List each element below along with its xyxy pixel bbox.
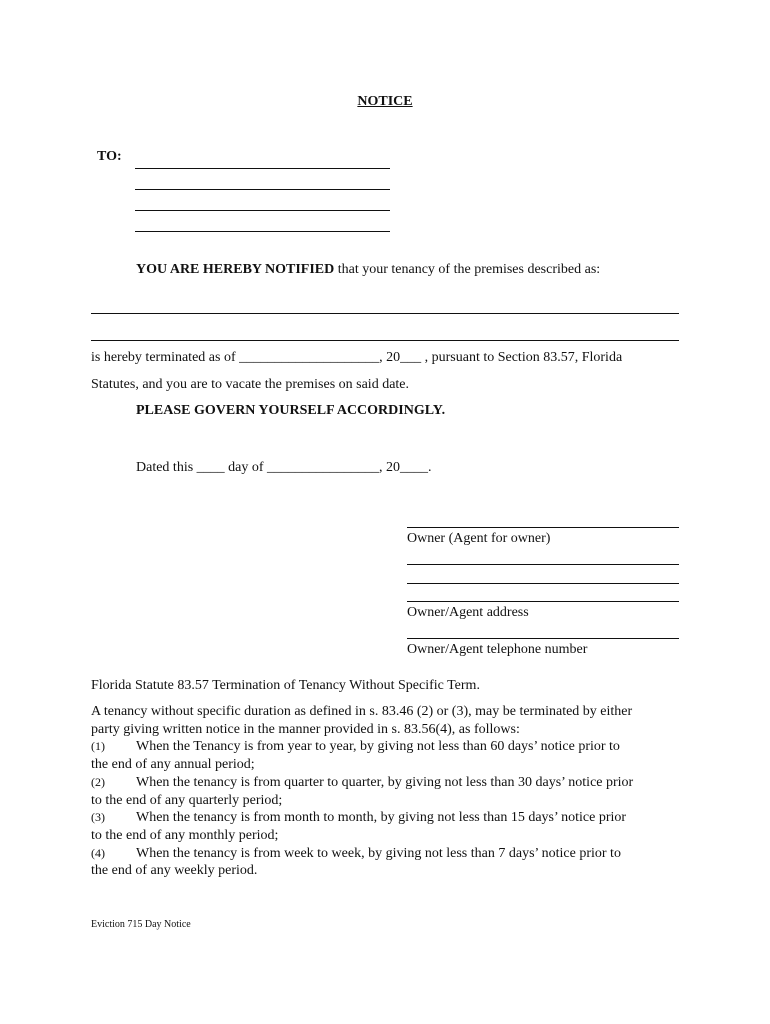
item-number: (1) bbox=[91, 739, 105, 754]
address-line-2 bbox=[407, 583, 679, 584]
statutes-line: Statutes, and you are to vacate the premises on said date. bbox=[91, 377, 410, 392]
premises-line-1 bbox=[91, 313, 679, 314]
statute-intro-1: A tenancy without specific duration as defined in s. 83.46 (2) or (3), may be terminated by either bbox=[91, 704, 633, 719]
phone-line bbox=[407, 638, 679, 639]
item-text: When the tenancy is from quarter to quarter, by giving not less than 30 days’ notice prior bbox=[136, 774, 634, 790]
address-line-1 bbox=[407, 564, 679, 565]
statute-item-2 bbox=[91, 774, 633, 792]
address-label: Owner/Agent address bbox=[407, 605, 529, 620]
item-number: (3) bbox=[91, 810, 105, 825]
item-text: When the Tenancy is from year to year, by giving not less than 60 days’ notice prior to bbox=[136, 739, 620, 755]
statute-text bbox=[91, 703, 633, 880]
to-line-4 bbox=[135, 231, 390, 232]
address-line-3 bbox=[407, 601, 679, 602]
owner-signature-line bbox=[407, 527, 679, 528]
statute-item-4-cont: the end of any weekly period. bbox=[91, 863, 258, 879]
govern-line: PLEASE GOVERN YOURSELF ACCORDINGLY. bbox=[136, 403, 446, 418]
notified-sentence bbox=[136, 262, 600, 278]
to-line-1 bbox=[135, 168, 390, 169]
footer-label: Eviction 715 Day Notice bbox=[91, 919, 191, 930]
statute-intro-2: party giving written notice in the manner provided in s. 83.56(4), as follows: bbox=[91, 721, 520, 737]
statute-item-3 bbox=[91, 809, 633, 827]
to-label: TO: bbox=[97, 149, 122, 164]
dated-line: Dated this ____ day of ________________, 20____. bbox=[136, 460, 432, 475]
item-number: (2) bbox=[91, 774, 105, 789]
statute-item-4 bbox=[91, 845, 633, 863]
page-title: NOTICE bbox=[357, 94, 413, 109]
statute-item-1-cont: the end of any annual period; bbox=[91, 757, 255, 773]
statute-item-3-cont: to the end of any monthly period; bbox=[91, 827, 279, 843]
notified-bold: YOU ARE HEREBY NOTIFIED bbox=[136, 262, 335, 277]
to-line-3 bbox=[135, 210, 390, 211]
to-line-2 bbox=[135, 189, 390, 190]
phone-label: Owner/Agent telephone number bbox=[407, 642, 588, 657]
terminated-line: is hereby terminated as of ____________________, 20___ , pursuant to Section 83.57, Florida bbox=[91, 350, 623, 365]
statute-item-2-cont: to the end of any quarterly period; bbox=[91, 792, 283, 808]
statute-heading: Florida Statute 83.57 Termination of Tenancy Without Specific Term. bbox=[91, 678, 480, 693]
item-number: (4) bbox=[91, 845, 105, 860]
item-text: When the tenancy is from week to week, by giving not less than 7 days’ notice prior to bbox=[136, 845, 621, 861]
item-text: When the tenancy is from month to month, by giving not less than 15 days’ notice prior bbox=[136, 810, 627, 826]
statute-item-1 bbox=[91, 738, 633, 756]
premises-line-2 bbox=[91, 340, 679, 341]
owner-label: Owner (Agent for owner) bbox=[407, 531, 551, 546]
notified-rest: that your tenancy of the premises described as: bbox=[334, 262, 601, 277]
